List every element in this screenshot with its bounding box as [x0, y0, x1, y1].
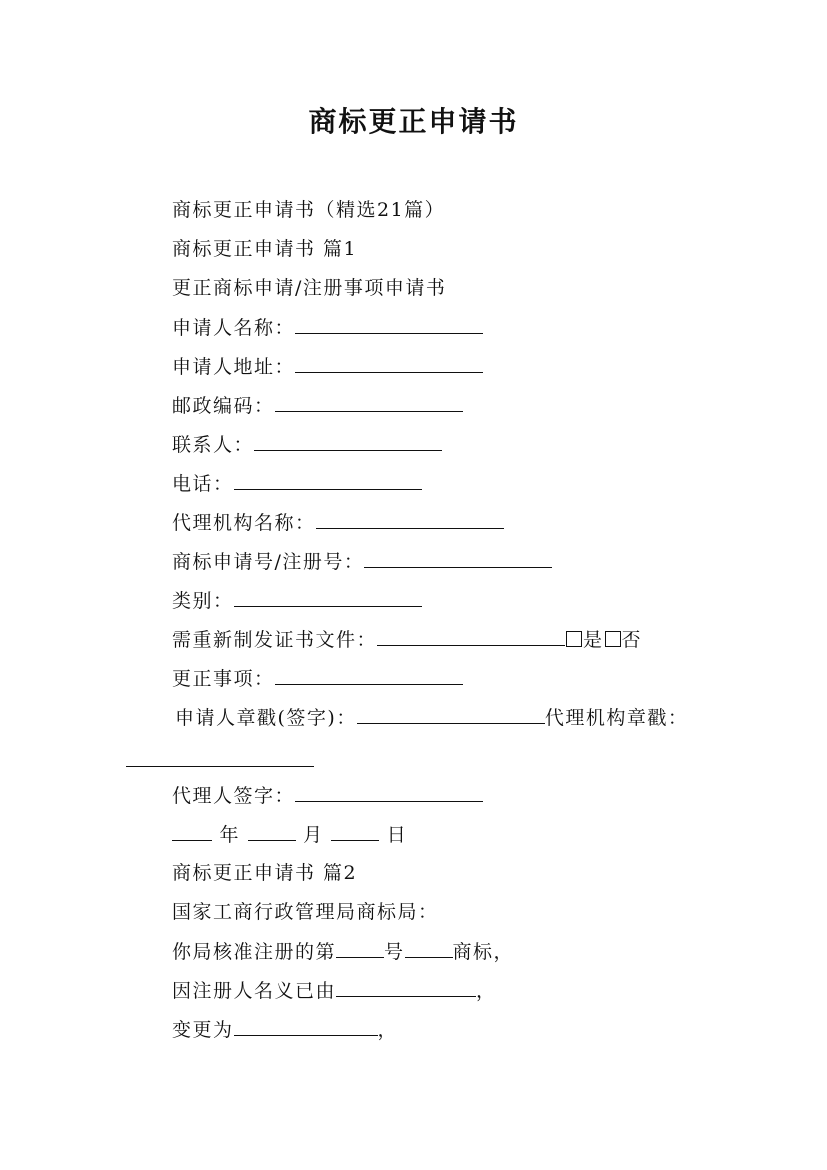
contact-row: [172, 431, 442, 458]
applicant-address-label: 申请人地址：: [172, 356, 296, 378]
applicant-address-blank: [295, 353, 483, 373]
seal-row: [175, 704, 688, 731]
app-reg-number-row: [172, 548, 552, 575]
day-label: 日: [386, 824, 408, 846]
agency-seal-label: 代理机构章戳：: [544, 707, 689, 729]
agency-name-row: [172, 509, 504, 536]
intro-line: 商标更正申请书（精选21篇）: [172, 199, 446, 221]
no-checkbox: [605, 631, 621, 647]
body-line2-prefix: 因注册人名义已由: [172, 980, 337, 1002]
registration-number-blank: [336, 938, 384, 958]
body-line-1: [172, 938, 514, 965]
body-line3-suffix: ，: [377, 1019, 399, 1041]
month-blank: [248, 821, 296, 841]
phone-blank: [234, 470, 422, 490]
no-label: 否: [621, 629, 643, 651]
applicant-address-row: [172, 353, 483, 380]
yes-checkbox: [566, 631, 582, 647]
section2-heading: 商标更正申请书 篇2: [172, 862, 358, 884]
body-line1-prefix: 你局核准注册的第: [172, 941, 337, 963]
body-line2-suffix: ，: [476, 980, 497, 1002]
postal-code-blank: [275, 392, 463, 412]
form-title: 更正商标申请/注册事项申请书: [172, 277, 447, 299]
body-line1-suffix: 商标，: [452, 941, 515, 963]
correction-items-row: [172, 665, 463, 692]
category-blank: [234, 587, 422, 607]
postal-code-row: [172, 392, 463, 419]
body-line-3: [172, 1016, 398, 1043]
app-reg-number-label: 商标申请号/注册号：: [172, 551, 365, 573]
agent-signature-row: [172, 782, 483, 809]
contact-blank: [254, 431, 442, 451]
correction-items-blank: [275, 665, 463, 685]
applicant-seal-blank: [357, 704, 545, 724]
body-line3-prefix: 变更为: [172, 1019, 234, 1041]
phone-label: 电话：: [172, 473, 234, 495]
reissue-cert-blank: [377, 626, 565, 646]
old-name-blank: [336, 977, 476, 997]
month-label: 月: [303, 824, 324, 846]
year-blank: [172, 821, 212, 841]
agent-signature-blank: [295, 782, 483, 802]
body-line-2: [172, 977, 497, 1004]
day-blank: [331, 821, 379, 841]
section1-heading: 商标更正申请书 篇1: [172, 238, 358, 260]
yes-label: 是: [583, 629, 604, 651]
addressee-line: 国家工商行政管理局商标局：: [172, 901, 439, 923]
category-label: 类别：: [172, 590, 234, 612]
trademark-name-blank: [405, 938, 453, 958]
date-row: [172, 821, 407, 848]
applicant-name-label: 申请人名称：: [172, 317, 296, 339]
year-label: 年: [219, 824, 241, 846]
postal-code-label: 邮政编码：: [172, 395, 275, 417]
agency-seal-blank: [126, 765, 314, 767]
agency-name-label: 代理机构名称：: [172, 512, 316, 534]
document-title: 商标更正申请书: [308, 105, 519, 138]
agent-signature-label: 代理人签字：: [172, 785, 296, 807]
reissue-cert-label: 需重新制发证书文件：: [172, 629, 378, 651]
app-reg-number-blank: [364, 548, 552, 568]
applicant-name-row: [172, 314, 483, 341]
correction-items-label: 更正事项：: [172, 668, 275, 690]
agency-name-blank: [316, 509, 504, 529]
reissue-cert-row: [172, 626, 642, 653]
new-name-blank: [234, 1016, 378, 1036]
contact-label: 联系人：: [172, 434, 255, 456]
body-line1-mid: 号: [384, 941, 405, 963]
applicant-seal-label: 申请人章戳(签字)：: [175, 707, 357, 729]
applicant-name-blank: [295, 314, 483, 334]
phone-row: [172, 470, 422, 497]
category-row: [172, 587, 422, 614]
